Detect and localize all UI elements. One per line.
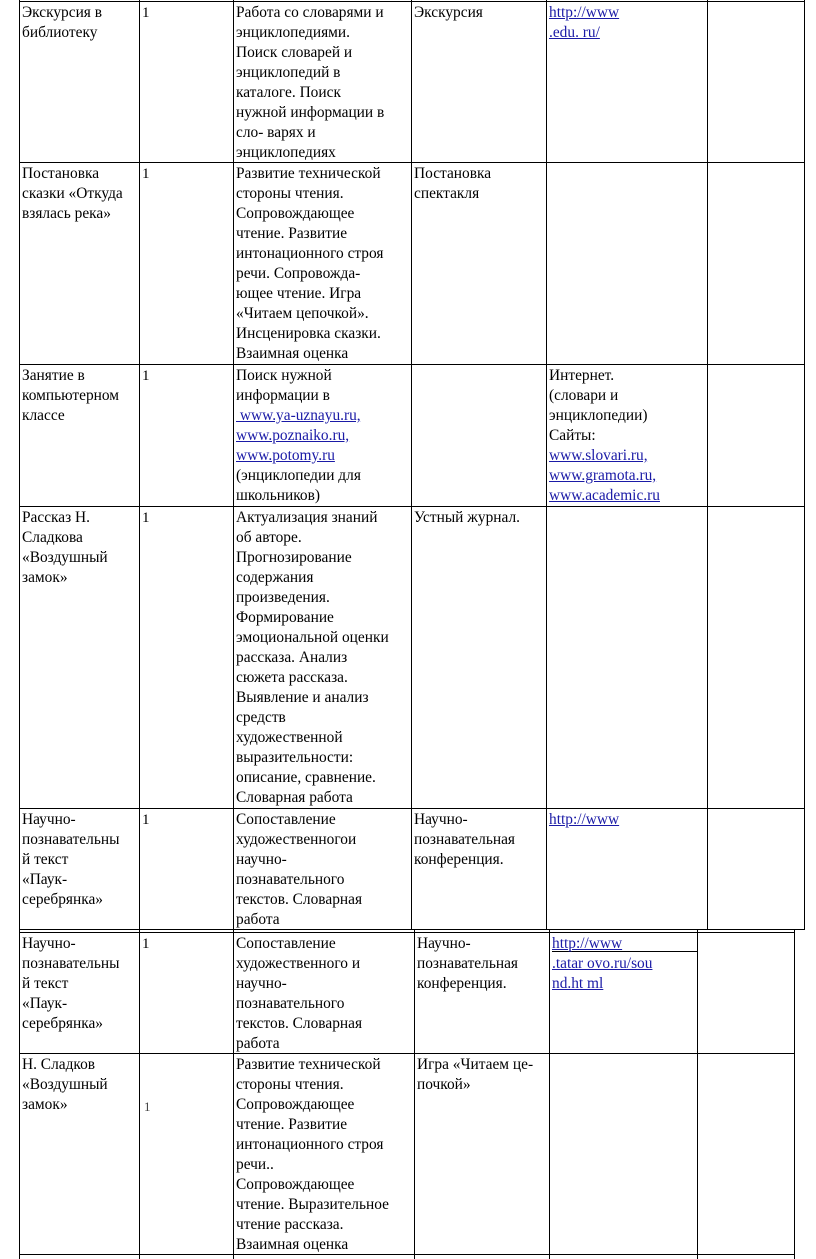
activity-line: произведения. bbox=[236, 589, 330, 606]
column-divider bbox=[414, 930, 415, 1259]
topic-line: Научно- bbox=[22, 811, 76, 828]
activity-line: энциклопедиями. bbox=[236, 24, 351, 41]
form-line: Игра «Читаем це- bbox=[417, 1056, 534, 1073]
activity-line: Взаимная оценка bbox=[236, 345, 349, 362]
activity-line: энциклопедий в bbox=[236, 64, 341, 81]
row-divider bbox=[19, 1254, 795, 1255]
activity-line: «Читаем цепочкой». bbox=[236, 305, 369, 322]
activity-line: Актуализация знаний bbox=[236, 509, 378, 526]
topic-line: компьютерном bbox=[22, 387, 120, 404]
activity-line: об авторе. bbox=[236, 529, 302, 546]
hours-cell: 1 bbox=[142, 166, 150, 182]
resource-line: (словари и bbox=[549, 387, 619, 404]
topic-line: серебрянка» bbox=[22, 1015, 103, 1032]
activity-line: (энциклопедии для bbox=[236, 467, 361, 484]
resource-link[interactable]: .edu. ru/ bbox=[549, 24, 600, 41]
activity-line: Инсценировка сказки. bbox=[236, 325, 381, 342]
activity-line: Словарная работа bbox=[236, 789, 353, 806]
topic-line: классе bbox=[22, 407, 65, 424]
activity-line: Работа со словарями и bbox=[236, 4, 384, 21]
hours-cell: 1 bbox=[142, 368, 150, 384]
activity-line: интонационного строя bbox=[236, 245, 384, 262]
form-line: Научно- bbox=[417, 935, 471, 952]
form-cell bbox=[417, 934, 518, 994]
form-line: познавательная bbox=[414, 831, 515, 848]
activity-line: выразительности: bbox=[236, 749, 354, 766]
activity-line: Формирование bbox=[236, 609, 334, 626]
table-border-left bbox=[19, 0, 20, 1259]
topic-line: замок» bbox=[22, 569, 68, 586]
form-line: Экскурсия bbox=[414, 4, 483, 21]
topic-line: Научно- bbox=[22, 935, 76, 952]
form-line: почкой» bbox=[417, 1076, 471, 1093]
topic-cell bbox=[22, 1055, 108, 1115]
activity-line: чтение рассказа. bbox=[236, 1216, 344, 1233]
form-line: конференция. bbox=[414, 851, 504, 868]
activity-line: текстов. Словарная bbox=[236, 891, 363, 908]
topic-line: Н. Сладков bbox=[22, 1056, 96, 1073]
row-divider bbox=[19, 1053, 795, 1054]
topic-line: сказки «Откуда bbox=[22, 185, 123, 202]
topic-line: Рассказ Н. bbox=[22, 509, 91, 526]
activity-line: текстов. Словарная bbox=[236, 1015, 363, 1032]
activity-line: Сопоставление bbox=[236, 935, 336, 952]
activity-line: стороны чтения. bbox=[236, 185, 344, 202]
activity-line: эмоциональной оценки bbox=[236, 629, 389, 646]
resource-link[interactable]: http://www bbox=[549, 4, 620, 21]
resource-cell bbox=[549, 810, 619, 830]
resource-cell bbox=[552, 934, 652, 994]
form-line: познавательная bbox=[417, 955, 518, 972]
topic-cell bbox=[22, 3, 102, 43]
column-divider bbox=[546, 0, 547, 930]
form-cell bbox=[414, 3, 483, 23]
row-divider bbox=[19, 1, 804, 2]
topic-line: Постановка bbox=[22, 165, 100, 182]
activity-line: художественного и bbox=[236, 955, 361, 972]
site-link[interactable]: www.poznaiko.ru, bbox=[236, 427, 350, 444]
activity-line: сюжета рассказа. bbox=[236, 669, 348, 686]
activity-line: познавательного bbox=[236, 871, 345, 888]
activity-cell bbox=[236, 1055, 389, 1255]
topic-line: «Воздушный bbox=[22, 1076, 108, 1093]
activity-line: интонационного строя bbox=[236, 1136, 384, 1153]
activity-line: научно- bbox=[236, 851, 287, 868]
form-cell bbox=[414, 810, 515, 870]
activity-line: рассказа. Анализ bbox=[236, 649, 348, 666]
activity-line: Взаимная оценка bbox=[236, 1236, 349, 1253]
row-divider bbox=[19, 808, 804, 809]
row-divider bbox=[19, 929, 804, 930]
form-line: конференция. bbox=[417, 975, 507, 992]
topic-line: «Воздушный bbox=[22, 549, 108, 566]
activity-line: Сопровождающее bbox=[236, 1096, 355, 1113]
activity-cell bbox=[236, 366, 361, 506]
activity-line: описание, сравнение. bbox=[236, 769, 376, 786]
topic-cell bbox=[22, 934, 119, 1034]
resource-link[interactable]: www.slovari.ru, bbox=[549, 447, 648, 464]
topic-line: Занятие в bbox=[22, 367, 85, 384]
activity-line: чтение. Развитие bbox=[236, 225, 348, 242]
row-divider bbox=[19, 506, 804, 507]
topic-line: замок» bbox=[22, 1096, 68, 1113]
topic-line: познавательны bbox=[22, 831, 120, 848]
activity-line: энциклопедиях bbox=[236, 144, 336, 161]
activity-line: содержания bbox=[236, 569, 314, 586]
activity-line: речи. Сопровожда- bbox=[236, 265, 361, 282]
site-link[interactable]: www.ya-uznayu.ru, bbox=[236, 407, 361, 424]
column-divider bbox=[707, 0, 708, 930]
topic-line: взялась река» bbox=[22, 205, 111, 222]
resource-link[interactable]: .tatar ovo.ru/sou bbox=[552, 955, 653, 972]
activity-line: Развитие технической bbox=[236, 165, 381, 182]
topic-cell bbox=[22, 508, 108, 588]
form-cell bbox=[417, 1055, 533, 1095]
activity-line: художественногои bbox=[236, 831, 357, 848]
table-border-right bbox=[804, 0, 805, 930]
activity-cell bbox=[236, 508, 389, 808]
resource-link[interactable]: www.academic.ru bbox=[549, 487, 660, 504]
activity-line: Поиск нужной bbox=[236, 367, 332, 384]
activity-line: работа bbox=[236, 911, 280, 928]
hours-cell: 1 bbox=[142, 510, 150, 526]
row-divider bbox=[19, 162, 804, 163]
resource-link[interactable]: www.gramota.ru, bbox=[549, 467, 657, 484]
activity-line: художественной bbox=[236, 729, 343, 746]
column-divider bbox=[233, 0, 234, 1259]
activity-line: работа bbox=[236, 1035, 280, 1052]
topic-line: серебрянка» bbox=[22, 891, 103, 908]
table-border-right bbox=[794, 930, 795, 1259]
activity-line: Выявление и анализ bbox=[236, 689, 369, 706]
topic-line: познавательны bbox=[22, 955, 120, 972]
activity-line: сло- варях и bbox=[236, 124, 316, 141]
activity-line: информации в bbox=[236, 387, 330, 404]
activity-line: чтение. Выразительное bbox=[236, 1196, 389, 1213]
hours-cell: 1 bbox=[142, 936, 150, 952]
column-divider bbox=[139, 0, 140, 1259]
resource-line: Интернет. bbox=[549, 367, 615, 384]
topic-line: «Паук- bbox=[22, 995, 68, 1012]
activity-line: Сопровождающее bbox=[236, 205, 355, 222]
activity-line: речи.. bbox=[236, 1156, 274, 1173]
activity-cell bbox=[236, 164, 384, 364]
topic-line: «Паук- bbox=[22, 871, 68, 888]
row-divider bbox=[19, 364, 804, 365]
activity-line: Развитие технической bbox=[236, 1056, 381, 1073]
activity-line: средств bbox=[236, 709, 286, 726]
resource-cell bbox=[549, 366, 660, 506]
activity-line: познавательного bbox=[236, 995, 345, 1012]
topic-line: Экскурсия в bbox=[22, 4, 102, 21]
activity-line: чтение. Развитие bbox=[236, 1116, 348, 1133]
activity-line: Сопоставление bbox=[236, 811, 336, 828]
site-link[interactable]: www.potomy.ru bbox=[236, 447, 335, 464]
column-divider bbox=[411, 0, 412, 930]
activity-line: научно- bbox=[236, 975, 287, 992]
hours-cell: 1 bbox=[142, 812, 150, 828]
form-line: спектакля bbox=[414, 185, 480, 202]
activity-line: нужной информации в bbox=[236, 104, 385, 121]
column-divider bbox=[549, 930, 550, 1259]
activity-cell bbox=[236, 934, 362, 1054]
activity-line: стороны чтения. bbox=[236, 1076, 344, 1093]
resource-link[interactable]: http://www bbox=[552, 935, 623, 952]
resource-link[interactable]: nd.ht ml bbox=[552, 975, 604, 992]
topic-cell bbox=[22, 810, 119, 910]
activity-line: каталоге. Поиск bbox=[236, 84, 341, 101]
form-line: Постановка bbox=[414, 165, 492, 182]
activity-line: ющее чтение. Игра bbox=[236, 285, 362, 302]
activity-cell bbox=[236, 3, 384, 163]
topic-line: й текст bbox=[22, 975, 69, 992]
activity-line: Поиск словарей и bbox=[236, 44, 353, 61]
topic-line: библиотеку bbox=[22, 24, 98, 41]
topic-line: Сладкова bbox=[22, 529, 83, 546]
resource-line: Сайты: bbox=[549, 427, 596, 444]
row-divider bbox=[19, 932, 795, 933]
activity-line: Сопровождающее bbox=[236, 1176, 355, 1193]
topic-line: й текст bbox=[22, 851, 69, 868]
resource-cell bbox=[549, 3, 619, 43]
activity-line: Прогнозирование bbox=[236, 549, 352, 566]
resource-link[interactable]: http://www bbox=[549, 811, 620, 828]
topic-cell bbox=[22, 366, 119, 426]
resource-line: энциклопедии) bbox=[549, 407, 648, 424]
hours-cell: 1 bbox=[144, 1099, 151, 1114]
form-line: Устный журнал. bbox=[414, 509, 521, 526]
form-cell bbox=[414, 508, 520, 528]
topic-cell bbox=[22, 164, 123, 224]
activity-cell bbox=[236, 810, 362, 930]
hours-cell: 1 bbox=[142, 5, 150, 21]
form-cell bbox=[414, 164, 491, 204]
activity-line: школьников) bbox=[236, 487, 320, 504]
column-divider bbox=[697, 930, 698, 1259]
form-line: Научно- bbox=[414, 811, 468, 828]
